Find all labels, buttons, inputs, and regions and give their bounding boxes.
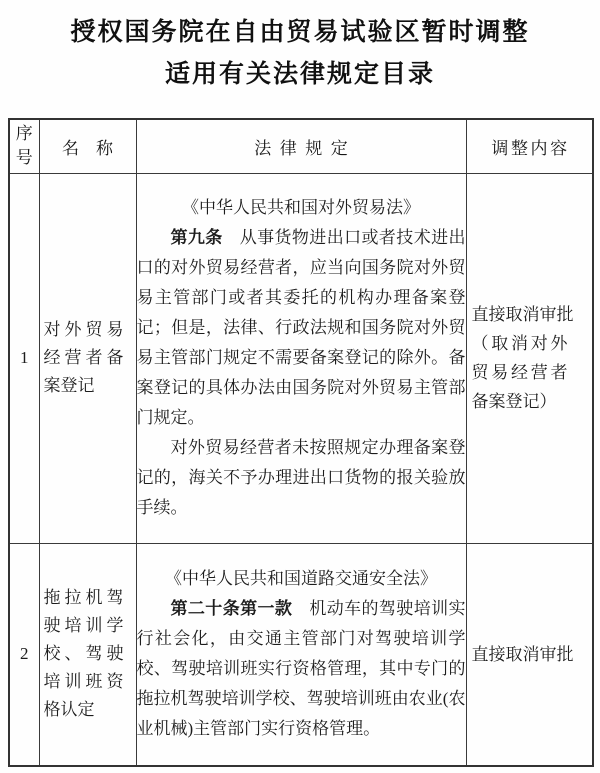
row1-adjustment [472, 300, 593, 416]
row1-adjustment-action: 直接取消审批 [471, 305, 574, 324]
row1-article-text: 从事货物进出口或者技术进出口的对外贸易经营者，应当向国务院对外贸易主管部门或者其委托的机构办理备案登记；但是，法律、行政法规和国务院对外贸易主管部门规定不需要备案登记的除外。备案登记的具体办法由国务院对外贸易主管部门规定。 [136, 228, 466, 427]
law-adjustment-table [8, 118, 594, 767]
row2-article-text: 机动车的驾驶培训实行社会化，由交通主管部门对驾驶培训学校、驾驶培训班实行资格管理，其中专门的拖拉机驾驶培训学校、驾驶培训班由农业(农业机械)主管部门实行资格管理。 [136, 599, 466, 739]
row1-law-paragraph-1 [137, 223, 466, 433]
row1-adjustment-note: （取消对外贸易经营者备案登记） [471, 334, 568, 411]
row1-adjustment-cell [466, 173, 593, 543]
row2-law-paragraph-1 [137, 594, 466, 744]
row2-adjustment-cell [466, 543, 593, 766]
row2-name-cell [39, 543, 136, 766]
table-header-row [9, 119, 593, 173]
document-title-line1: 授权国务院在自由贸易试验区暂时调整 [70, 19, 530, 46]
header-col-law: 法律规定 [136, 119, 466, 173]
row2-name: 拖拉机驾驶培训学校、驾驶培训班资格认定 [43, 588, 124, 720]
row1-name-cell [39, 173, 136, 543]
row1-article-text-2: 对外贸易经营者未按照规定办理备案登记的，海关不予办理进出口货物的报关验放手续。 [136, 438, 466, 517]
row1-law-cell [136, 173, 466, 543]
header-col-index: 序号 [9, 119, 39, 173]
row2-law-cell [136, 543, 466, 766]
row2-number: 2 [9, 543, 39, 766]
row2-adjustment [472, 640, 593, 669]
row1-law-paragraph-2 [137, 433, 466, 523]
row1-number: 1 [9, 173, 39, 543]
row2-law-title: 《中华人民共和国道路交通安全法》 [165, 569, 437, 589]
document-title [0, 0, 600, 96]
document-title-line2: 适用有关法律规定目录 [164, 61, 435, 88]
header-col-adjustment: 调整内容 [466, 119, 593, 173]
table-row-1 [9, 173, 593, 543]
table-row-2 [9, 543, 593, 766]
row2-article-number: 第二十条第一款 [170, 599, 293, 619]
row1-name: 对外贸易经营者备案登记 [43, 320, 124, 395]
row1-law-title: 《中华人民共和国对外贸易法》 [182, 198, 420, 217]
row2-adjustment-action: 直接取消审批 [471, 644, 574, 664]
row1-article-number: 第九条 [170, 228, 223, 247]
header-col-name: 名称 [39, 119, 136, 173]
